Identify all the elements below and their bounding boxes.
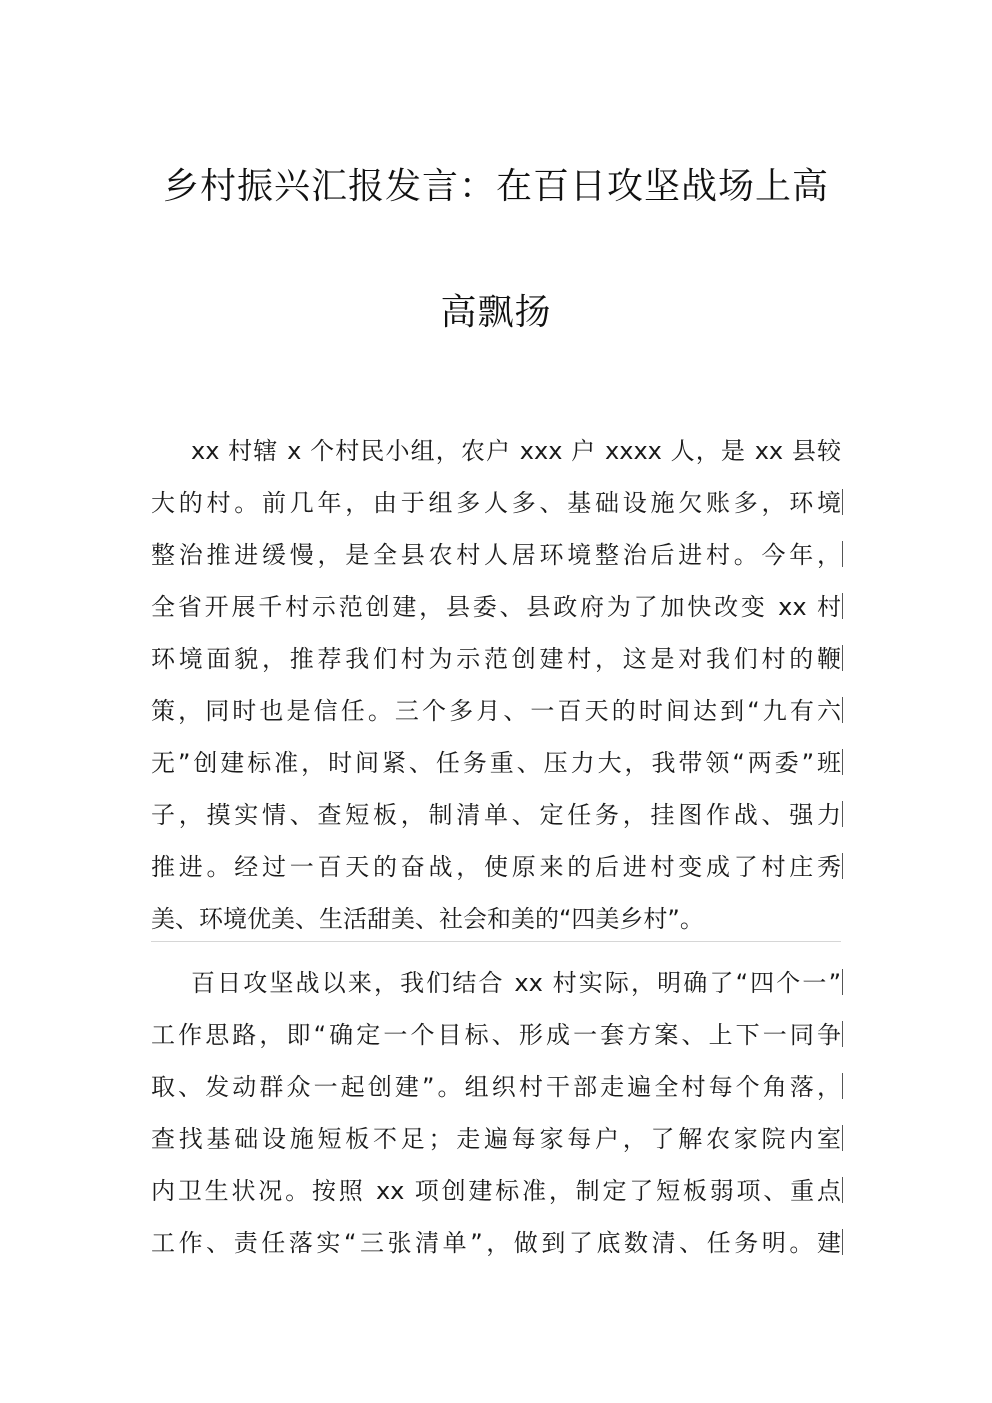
margin-bar: [842, 1073, 843, 1099]
paragraph-1-line-2: 大的村。前几年，由于组多人多、基础设施欠账多，环境: [151, 489, 841, 517]
paragraph-1-line-9: 推进。经过一百天的奋战，使原来的后进村变成了村庄秀: [151, 853, 841, 881]
paragraph-2-line-5: 内卫生状况。按照 xx 项创建标准，制定了短板弱项、重点: [151, 1177, 841, 1205]
margin-bar: [842, 969, 843, 995]
paragraph-1-line-3: 整治推进缓慢，是全县农村人居环境整治后进村。今年，: [151, 541, 841, 569]
margin-bar: [842, 749, 843, 775]
paragraph-2-line-6: 工作、责任落实“三张清单”，做到了底数清、任务明。建: [151, 1229, 841, 1257]
margin-bar: [842, 1021, 843, 1047]
margin-bar: [842, 1125, 843, 1151]
paragraph-2-line-3: 取、发动群众一起创建”。组织村干部走遍全村每个角落，: [151, 1073, 841, 1101]
paragraph-1-line-6: 策，同时也是信任。三个多月、一百天的时间达到“九有六: [151, 697, 841, 725]
document-title-line-1: 乡村振兴汇报发言：在百日攻坚战场上高: [162, 166, 829, 207]
margin-bar: [842, 853, 843, 879]
paragraph-1-line-5: 环境面貌，推荐我们村为示范创建村，这是对我们村的鞭: [151, 645, 841, 673]
paragraph-1-line-4: 全省开展千村示范创建，县委、县政府为了加快改变 xx 村: [151, 593, 841, 621]
paragraph-divider: [151, 941, 841, 942]
paragraph-1-line-1: xx 村辖 x 个村民小组，农户 xxx 户 xxxx 人，是 xx 县较: [191, 437, 841, 465]
margin-bar: [842, 593, 843, 619]
margin-bar: [842, 801, 843, 827]
margin-bar: [842, 1229, 843, 1255]
paragraph-2-line-4: 查找基础设施短板不足；走遍每家每户，了解农家院内室: [151, 1125, 841, 1153]
document-title-line-2: 高飘扬: [440, 292, 552, 333]
margin-bar: [842, 541, 843, 567]
paragraph-2-line-1: 百日攻坚战以来，我们结合 xx 村实际，明确了“四个一”: [191, 969, 841, 997]
paragraph-1-line-7: 无”创建标准，时间紧、任务重、压力大，我带领“两委”班: [151, 749, 841, 777]
margin-bar: [842, 1177, 843, 1203]
paragraph-1-line-8: 子，摸实情、查短板，制清单、定任务，挂图作战、强力: [151, 801, 841, 829]
margin-bar: [842, 489, 843, 515]
margin-bar: [842, 697, 843, 723]
paragraph-2-line-2: 工作思路，即“确定一个目标、形成一套方案、上下一同争: [151, 1021, 841, 1049]
paragraph-1-line-10: 美、环境优美、生活甜美、社会和美的“四美乡村”。: [151, 905, 704, 933]
margin-bar: [842, 645, 843, 671]
